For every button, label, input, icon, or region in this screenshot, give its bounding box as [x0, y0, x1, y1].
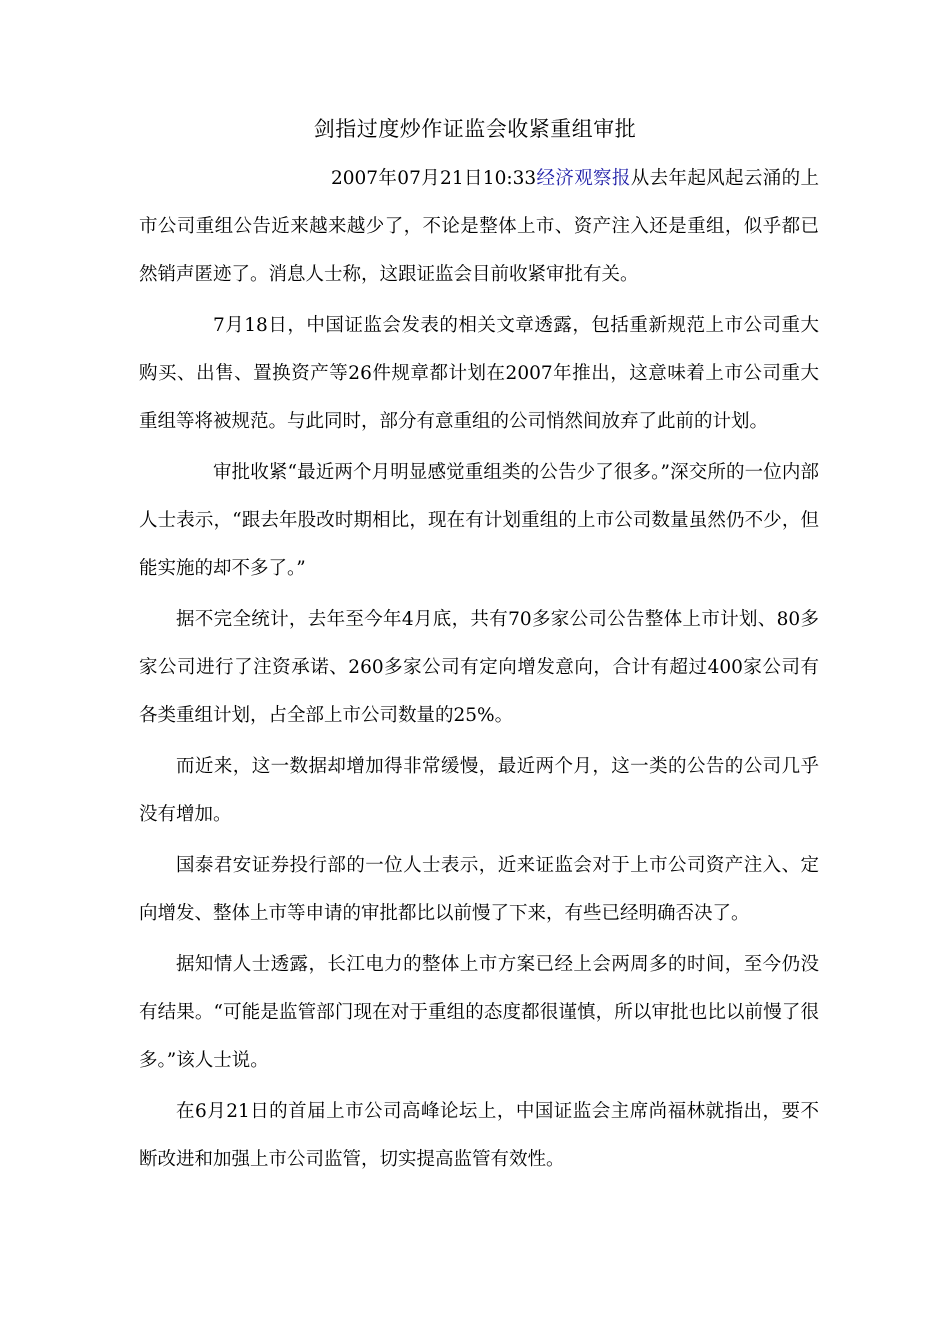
- paragraph-recent-trend: 而近来，这一数据却增加得非常缓慢，最近两个月，这一类的公告的公司几乎没有增加。: [139, 756, 819, 825]
- paragraph-approval-tightening: 审批收紧“最近两个月明显感觉重组类的公告少了很多。”深交所的一位内部人士表示，“跟去年股改时期相比，现在有计划重组的上市公司数量虽然仍不少，但能实施的却不多了。”: [139, 462, 819, 579]
- article-lead-paragraph: [139, 155, 819, 299]
- paragraph-regulation: 7月18日，中国证监会发表的相关文章透露，包括重新规范上市公司重大购买、出售、置换资产等26件规章都计划在2007年推出，这意味着上市公司重大重组等将被规范。与此同时，部分有意重组的公司悄然间放弃了此前的计划。: [139, 315, 819, 432]
- article-title: 剑指过度炒作证监会收紧重组审批: [313, 117, 637, 141]
- article-dateline: 2007年07月21日10:33: [331, 168, 537, 189]
- article-body: [139, 155, 819, 1187]
- article-intro: 从去年起风起云涌的上市公司重组公告近来越来越少了，不论是整体上市、资产注入还是重组，似乎都已然销声匿迹了。消息人士称，这跟证监会目前收紧审批有关。: [139, 168, 819, 285]
- source-link[interactable]: 经济观察报: [536, 168, 631, 189]
- paragraph-investment-bank: 国泰君安证券投行部的一位人士表示，近来证监会对于上市公司资产注入、定向增发、整体上市等申请的审批都比以前慢了下来，有些已经明确否决了。: [139, 855, 819, 924]
- paragraph-forum: 在6月21日的首届上市公司高峰论坛上，中国证监会主席尚福林就指出，要不断改进和加强上市公司监管，切实提高监管有效性。: [139, 1101, 819, 1170]
- paragraph-statistics: 据不完全统计，去年至今年4月底，共有70多家公司公告整体上市计划、80多家公司进行了注资承诺、260多家公司有定向增发意向，合计有超过400家公司有各类重组计划，占全部上市公司数量的25%。: [139, 609, 819, 726]
- paragraph-yangtze-power: 据知情人士透露，长江电力的整体上市方案已经上会两周多的时间，至今仍没有结果。“可能是监管部门现在对于重组的态度都很谨慎，所以审批也比以前慢了很多。”该人士说。: [139, 954, 819, 1071]
